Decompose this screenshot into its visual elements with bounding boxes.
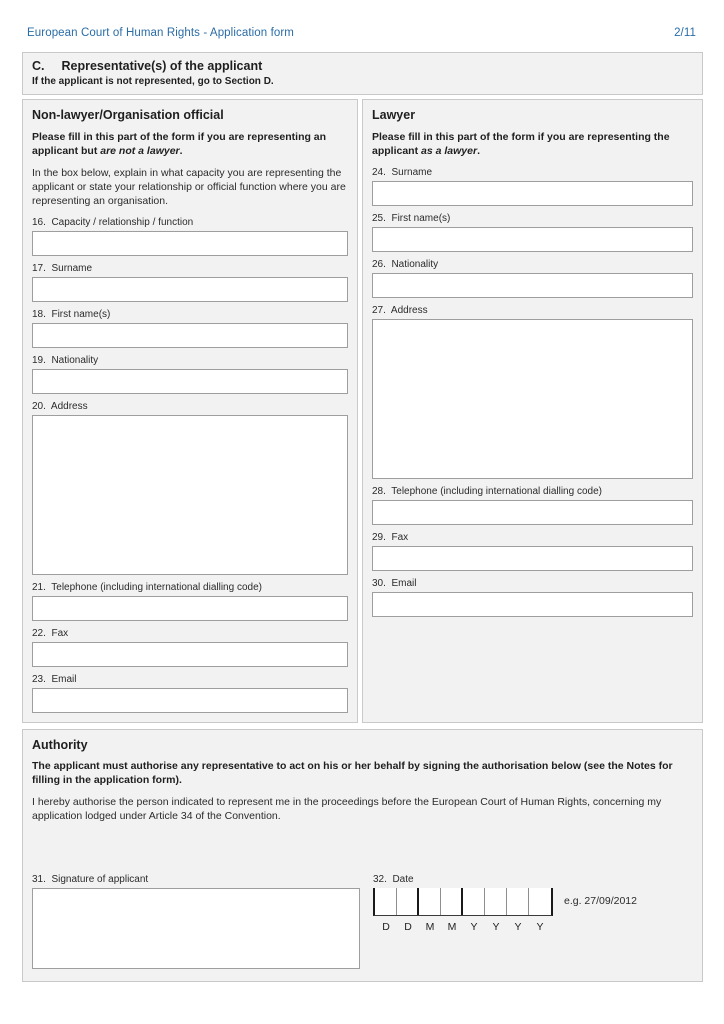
field-label: 19. Nationality	[32, 355, 99, 367]
authority-panel	[22, 729, 703, 982]
date-letter: M	[425, 920, 435, 933]
form-field	[32, 217, 348, 256]
field-label: 23. Email	[32, 674, 77, 686]
form-field	[372, 532, 693, 571]
section-title: Representative(s) of the applicant	[61, 59, 263, 73]
field-input[interactable]	[32, 231, 348, 256]
form-field	[32, 309, 348, 348]
signature-box[interactable]	[32, 888, 360, 969]
date-area	[373, 888, 693, 933]
signature-block	[32, 867, 360, 969]
field-label: 24. Surname	[372, 167, 433, 179]
form-field	[372, 305, 693, 479]
lawyer-panel	[362, 99, 703, 723]
form-field	[32, 263, 348, 302]
field-label: 30. Email	[372, 578, 417, 590]
date-letter: Y	[492, 920, 500, 933]
signature-date-row	[32, 867, 693, 969]
page-header	[22, 27, 703, 39]
field-input[interactable]	[372, 319, 693, 479]
field-label: 16. Capacity / relationship / function	[32, 217, 194, 229]
date-cell[interactable]	[375, 888, 397, 915]
lawyer-fields	[372, 167, 693, 617]
date-letter: Y	[470, 920, 478, 933]
intro-suffix: .	[477, 144, 480, 157]
field-label: 22. Fax	[32, 628, 69, 640]
date-example: e.g. 27/09/2012	[564, 894, 637, 907]
field-input[interactable]	[32, 596, 348, 621]
date-component	[373, 888, 553, 933]
authority-body-text: I hereby authorise the person indicated to represent me in the proceedings before the European Court of Human Rights, concerning my application lodged under Article 34 of the Convention.	[32, 796, 662, 823]
field-input[interactable]	[32, 277, 348, 302]
date-letter: M	[447, 920, 457, 933]
intro-text: Please fill in this part of the form if you are representing the applicant	[372, 131, 670, 157]
date-cell[interactable]	[507, 888, 529, 915]
field-input[interactable]	[372, 227, 693, 252]
date-cell[interactable]	[463, 888, 485, 915]
non-lawyer-intro	[32, 131, 348, 158]
field-label: 28. Telephone (including international dialling code)	[372, 486, 602, 498]
field-input[interactable]	[372, 500, 693, 525]
form-field	[32, 628, 348, 667]
form-field	[372, 259, 693, 298]
date-letter: D	[382, 920, 390, 933]
date-block	[373, 867, 693, 969]
section-letter: C.	[32, 59, 45, 73]
non-lawyer-instructions: In the box below, explain in what capacity you are representing the applicant or state your relationship or official function where you are representing an organisation.	[32, 167, 346, 207]
field-label: 21. Telephone (including international dialling code)	[32, 582, 262, 594]
form-field	[32, 401, 348, 575]
form-field	[372, 578, 693, 617]
field-label: 27. Address	[372, 305, 428, 317]
form-field	[32, 582, 348, 621]
form-field	[372, 486, 693, 525]
lawyer-intro	[372, 131, 693, 158]
section-c-header	[22, 52, 703, 95]
form-field	[32, 674, 348, 713]
date-cell[interactable]	[419, 888, 441, 915]
field-input[interactable]	[372, 273, 693, 298]
field-input[interactable]	[372, 181, 693, 206]
date-letters	[373, 921, 553, 933]
field-label: 17. Surname	[32, 263, 93, 275]
date-letter: D	[404, 920, 412, 933]
date-letter: Y	[514, 920, 522, 933]
intro-italic: as a lawyer	[421, 144, 478, 157]
form-title: European Court of Human Rights - Application form	[27, 27, 294, 39]
field-input[interactable]	[32, 688, 348, 713]
field-input[interactable]	[372, 546, 693, 571]
field-input[interactable]	[32, 642, 348, 667]
field-label: 26. Nationality	[372, 259, 439, 271]
field-input[interactable]	[32, 415, 348, 575]
authority-bold-text: The applicant must authorise any representative to act on his or her behalf by signing the authorisation below (see the Notes for filling in the application form).	[32, 760, 673, 786]
non-lawyer-panel	[22, 99, 358, 723]
field-input[interactable]	[32, 369, 348, 394]
representative-columns	[22, 99, 703, 723]
lawyer-heading: Lawyer	[372, 108, 416, 122]
date-cell[interactable]	[529, 888, 551, 915]
date-cell[interactable]	[485, 888, 507, 915]
field-label: 20. Address	[32, 401, 88, 413]
form-field	[372, 213, 693, 252]
form-field	[32, 355, 348, 394]
signature-label: 31. Signature of applicant	[32, 873, 149, 885]
date-boxes	[373, 888, 553, 916]
section-c-title-row	[32, 59, 693, 73]
section-subtitle: If the applicant is not represented, go to Section D.	[32, 76, 274, 87]
non-lawyer-fields	[32, 217, 348, 713]
date-letter: Y	[536, 920, 544, 933]
date-cell[interactable]	[397, 888, 419, 915]
intro-text: Please fill in this part of the form if you are representing an applicant but	[32, 131, 327, 157]
field-label: 18. First name(s)	[32, 309, 111, 321]
field-input[interactable]	[32, 323, 348, 348]
page-number: 2/11	[674, 27, 696, 39]
intro-suffix: .	[179, 144, 183, 157]
form-field	[372, 167, 693, 206]
date-cell[interactable]	[441, 888, 463, 915]
date-label: 32. Date	[373, 873, 414, 885]
field-label: 25. First name(s)	[372, 213, 451, 225]
authority-heading: Authority	[32, 738, 88, 753]
intro-italic: are not a lawyer	[100, 144, 180, 157]
field-input[interactable]	[372, 592, 693, 617]
non-lawyer-heading: Non-lawyer/Organisation official	[32, 108, 224, 122]
field-label: 29. Fax	[372, 532, 409, 544]
